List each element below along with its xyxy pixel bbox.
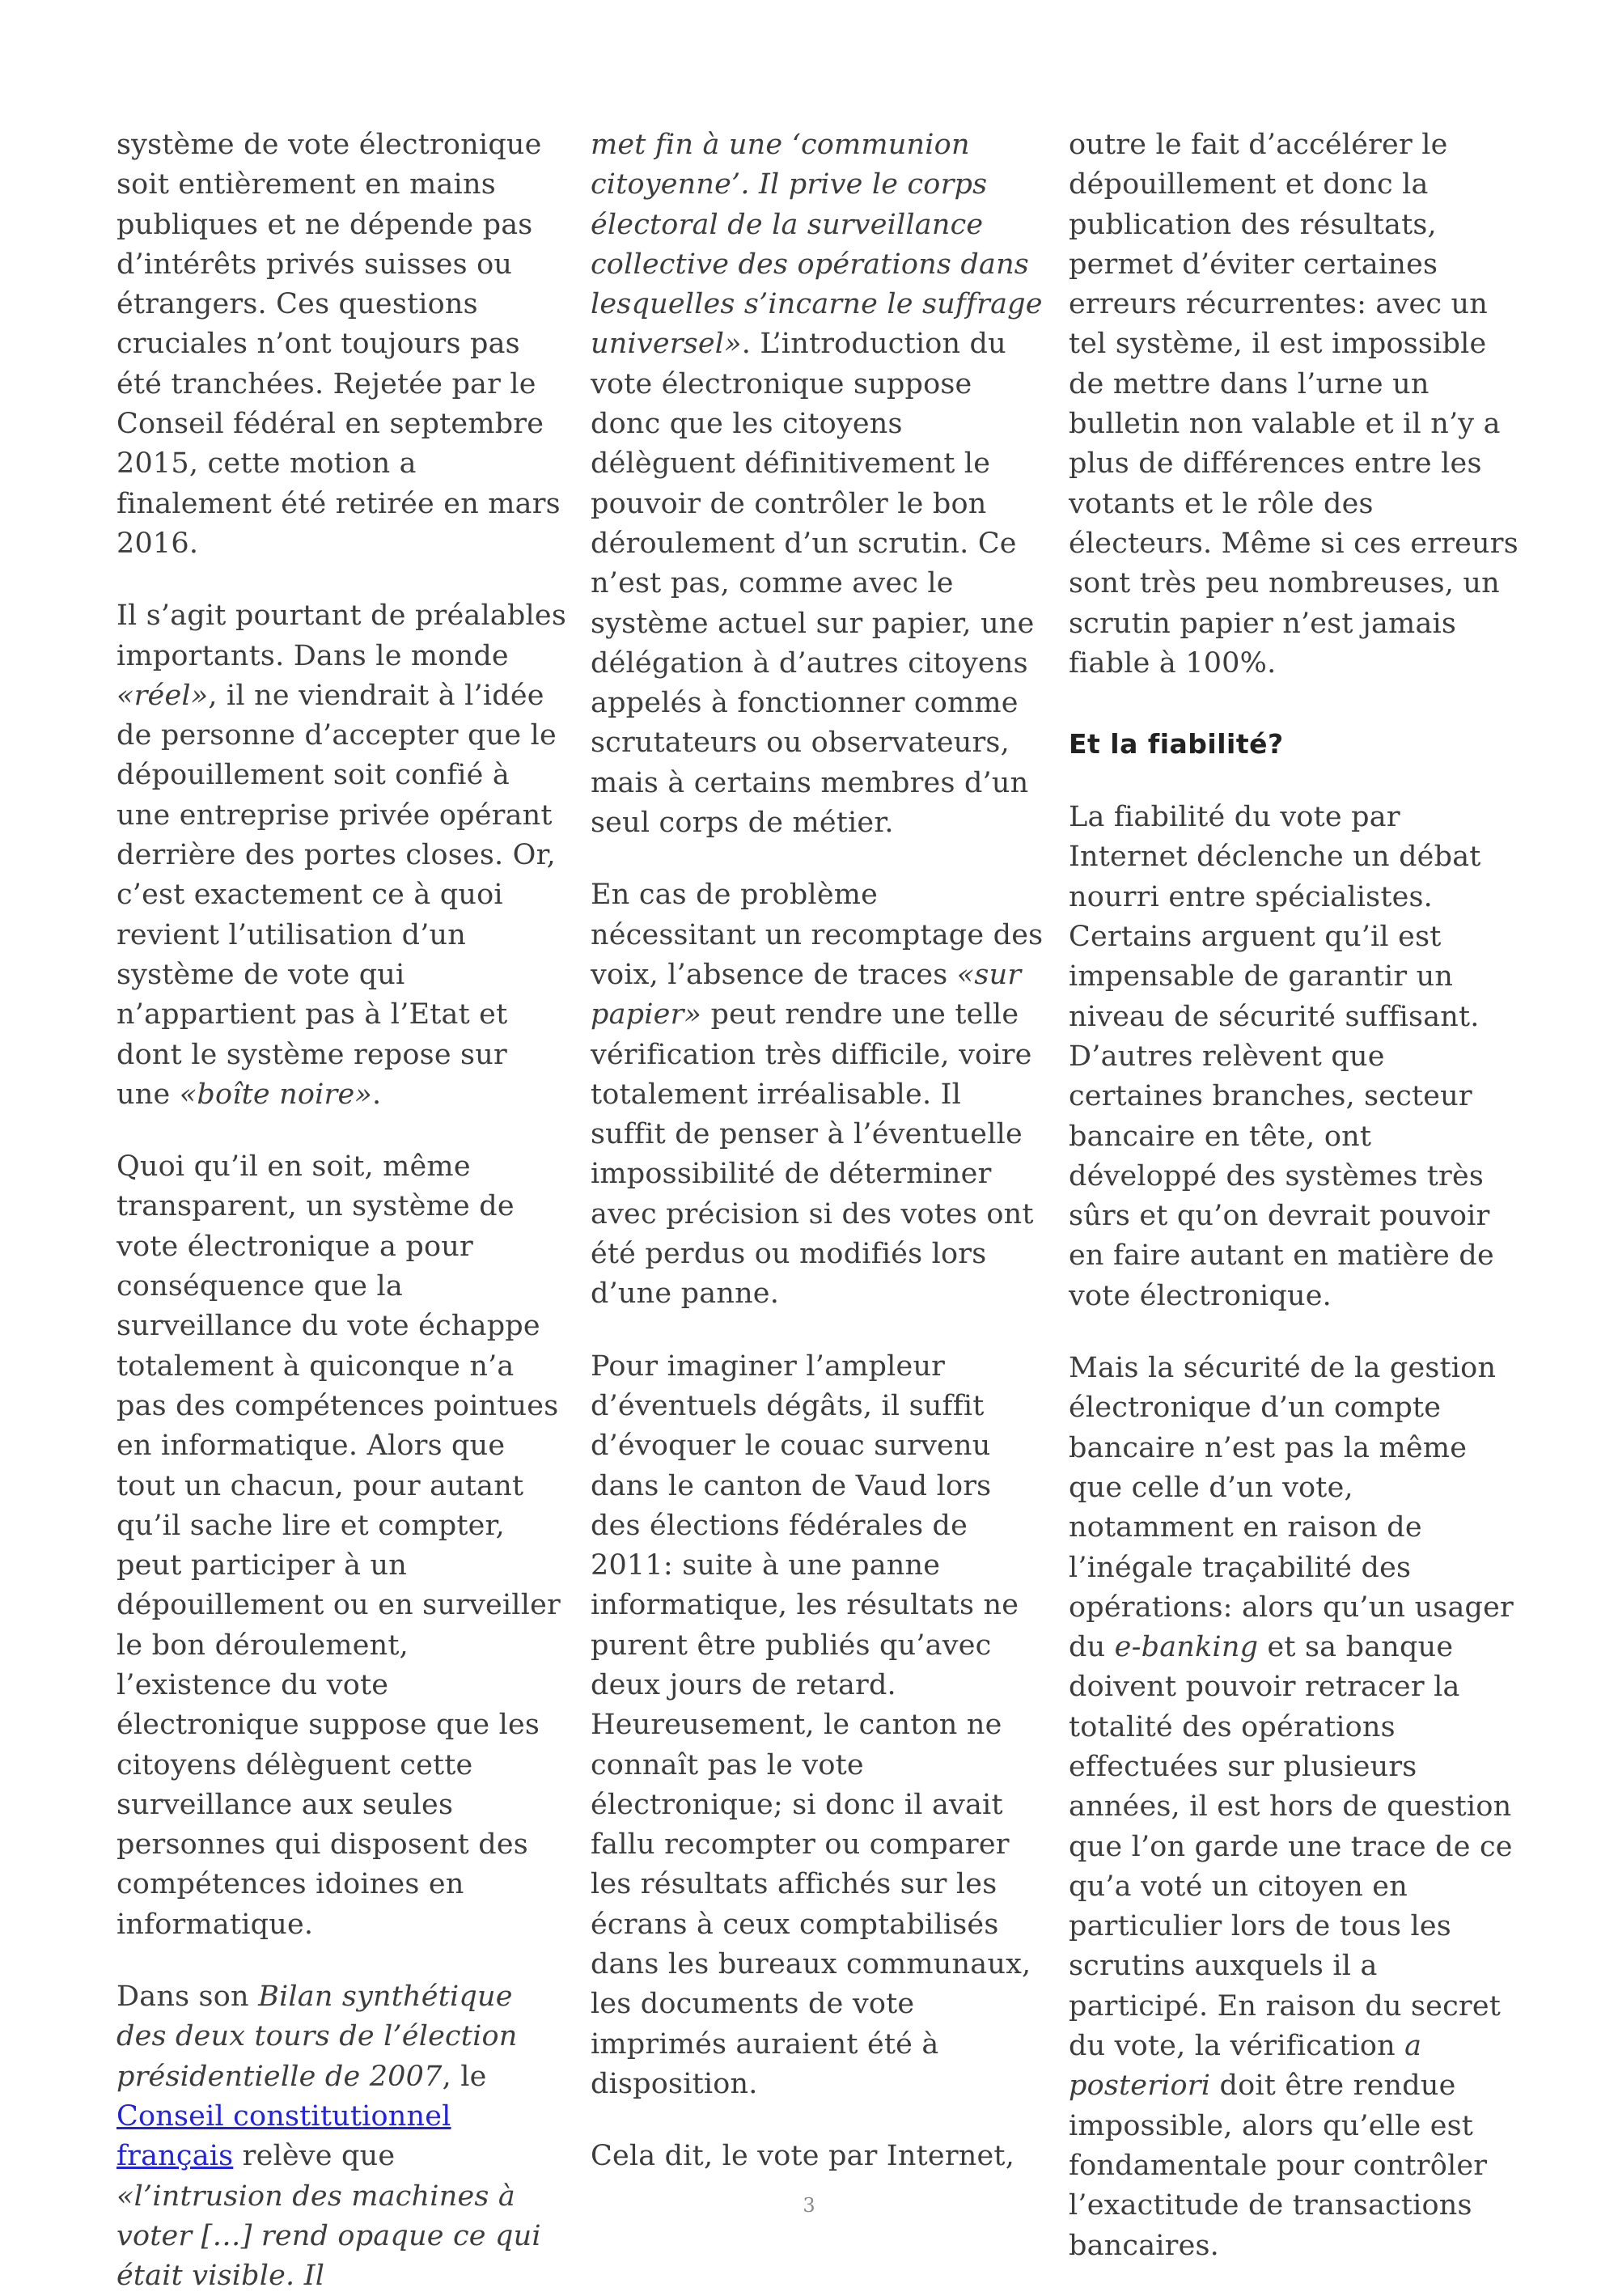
paragraph-text: Mais la sécurité de la gestion électronique d’un compte bancaire n’est pas la même que celle d’un vote, notamment en raison de l’inégale traçabilité des opérations: alors qu’un usager du bbox=[1069, 1352, 1514, 1664]
paragraph bbox=[1069, 1349, 1522, 2266]
paragraph-text: . L’introduction du vote électronique suppose donc que les citoyens délèguent définitivement le pouvoir de contrôler le bon déroulement d’un scrutin. Ce n’est pas, comme avec le système actuel sur papier, une délégation à d’autres citoyens appelés à fonctionner comme scrutateurs ou observateurs, mais à certains membres d’un seul corps de métier. bbox=[591, 328, 1035, 840]
quote-continuation: met fin à une ‘communion citoyenne’. Il prive le corps électoral de la surveillance collective des opérations dans lesquelles s’incarne le suffrage universel» bbox=[591, 129, 1043, 361]
paragraph bbox=[116, 1147, 570, 1945]
term-a-posteriori: a posteriori bbox=[1069, 2030, 1422, 2103]
paragraph-text: et sa banque doivent pouvoir retracer la totalité des opérations effectuées sur plusieurs années, il est hors de question que l’on garde une trace de ce qu’a voté un citoyen en particulier lors de tous les scrutins auxquels il a participé. En raison du secret du vote, la vérification bbox=[1069, 1631, 1513, 2063]
column-right bbox=[1069, 125, 1522, 2266]
paragraph-text: Cela dit, le vote par Internet, bbox=[591, 2140, 1015, 2173]
paragraph-text: , le bbox=[442, 2060, 487, 2093]
paragraph-text: Pour imaginer l’ampleur d’éventuels dégâts, il suffit d’évoquer le couac survenu dans le canton de Vaud lors des élections fédérales de 2011: suite à une panne informatique, les résultats ne purent être publiés qu’avec deux jours de retard. Heureusement, le canton ne connaît pas le vote électronique; si donc il avait fallu recompter ou comparer les résultats affichés sur les écrans à ceux comptabilisés dans les bureaux communaux, les documents de vote imprimés auraient été à disposition. bbox=[591, 1349, 1031, 2100]
paragraph bbox=[1069, 125, 1522, 684]
page-number: 3 bbox=[803, 2194, 815, 2217]
conseil-constitutionnel-link[interactable]: Conseil constitutionnel français bbox=[116, 2099, 451, 2173]
paragraph bbox=[116, 125, 570, 564]
column-middle bbox=[591, 125, 1044, 2177]
paragraph-text: . bbox=[372, 1078, 382, 1111]
paragraph-text: En cas de problème nécessitant un recomptage des voix, l’absence de traces bbox=[591, 879, 1044, 991]
paragraph bbox=[116, 596, 570, 1115]
paragraph bbox=[1069, 798, 1522, 1316]
paragraph-text: Dans son bbox=[116, 1980, 259, 2014]
paragraph bbox=[591, 1347, 1044, 2105]
paragraph-text: Quoi qu’il en soit, même transparent, un système de vote électronique a pour conséquence que la surveillance du vote échappe totalement à quiconque n’a pas des compétences pointues en informatique. Alors que tout un chacun, pour autant qu’il sache lire et compter, peut participer à un dépouillement ou en surveiller le bon déroulement, l’existence du vote électronique suppose que les citoyens délèguent cette surveillance aux seules personnes qui disposent des compétences idoines en informatique. bbox=[116, 1150, 561, 1941]
paragraph-text: La fiabilité du vote par Internet déclenche un débat nourri entre spécialistes. Certains arguent qu’il est impensable de garantir un niveau de sécurité suffisant. D’autres relèvent que certaines branches, secteur bancaire en tête, ont développé des systèmes très sûrs et qu’on devrait pouvoir en faire autant en matière de vote électronique. bbox=[1069, 801, 1494, 1312]
paragraph bbox=[591, 875, 1044, 1314]
column-left bbox=[116, 125, 570, 2296]
paragraph bbox=[591, 125, 1044, 843]
quote-reel: «réel» bbox=[116, 679, 209, 712]
paragraph-text: Il s’agit pourtant de préalables importants. Dans le monde bbox=[116, 599, 566, 672]
quote-sur-papier: «sur papier» bbox=[591, 958, 1022, 1032]
paragraph-text: , il ne viendrait à l’idée de personne d’accepter que le dépouillement soit confié à une entreprise privée opérant derrière des portes closes. Or, c’est exactement ce à quoi revient l’utilisation d’un système de vote qui n’appartient pas à l’Etat et dont le système repose sur une bbox=[116, 679, 557, 1111]
term-e-banking: e-banking bbox=[1114, 1631, 1259, 1664]
paragraph-text: outre le fait d’accélérer le dépouillement et donc la publication des résultats, permet d’éviter certaines erreurs récurrentes: avec un tel système, il est impossible de mettre dans l’urne un bulletin non valable et il n’y a plus de différences entre les votants et le rôle des électeurs. Même si ces erreurs sont très peu nombreuses, un scrutin papier n’est jamais fiable à 100%. bbox=[1069, 129, 1518, 680]
paragraph-text: relève que bbox=[233, 2140, 396, 2173]
paragraph-text: système de vote électronique soit entièrement en mains publiques et ne dépende pas d’intérêts privés suisses ou étrangers. Ces questions cruciales n’ont toujours pas été tranchées. Rejetée par le Conseil fédéral en septembre 2015, cette motion a finalement été retirée en mars 2016. bbox=[116, 129, 561, 560]
paragraph bbox=[591, 2137, 1044, 2176]
paragraph-text: doit être rendue impossible, alors qu’elle est fondamentale pour contrôler l’exactitude de transactions bancaires. bbox=[1069, 2069, 1488, 2262]
paragraph bbox=[116, 1977, 570, 2296]
section-heading: Et la fiabilité? bbox=[1069, 728, 1284, 760]
quote-boite-noire: «boîte noire» bbox=[179, 1078, 372, 1111]
paragraph-text: peut rendre une telle vérification très difficile, voire totalement irréalisable. Il suffit de penser à l’éventuelle impossibilité de déterminer avec précision si des votes ont été perdus ou modifiés lors d’une panne. bbox=[591, 998, 1034, 1311]
report-title: Bilan synthétique des deux tours de l’élection présidentielle de 2007 bbox=[116, 1980, 518, 2093]
quote-intrusion: «l’intrusion des machines à voter […] rend opaque ce qui était visible. Il bbox=[116, 2180, 541, 2293]
